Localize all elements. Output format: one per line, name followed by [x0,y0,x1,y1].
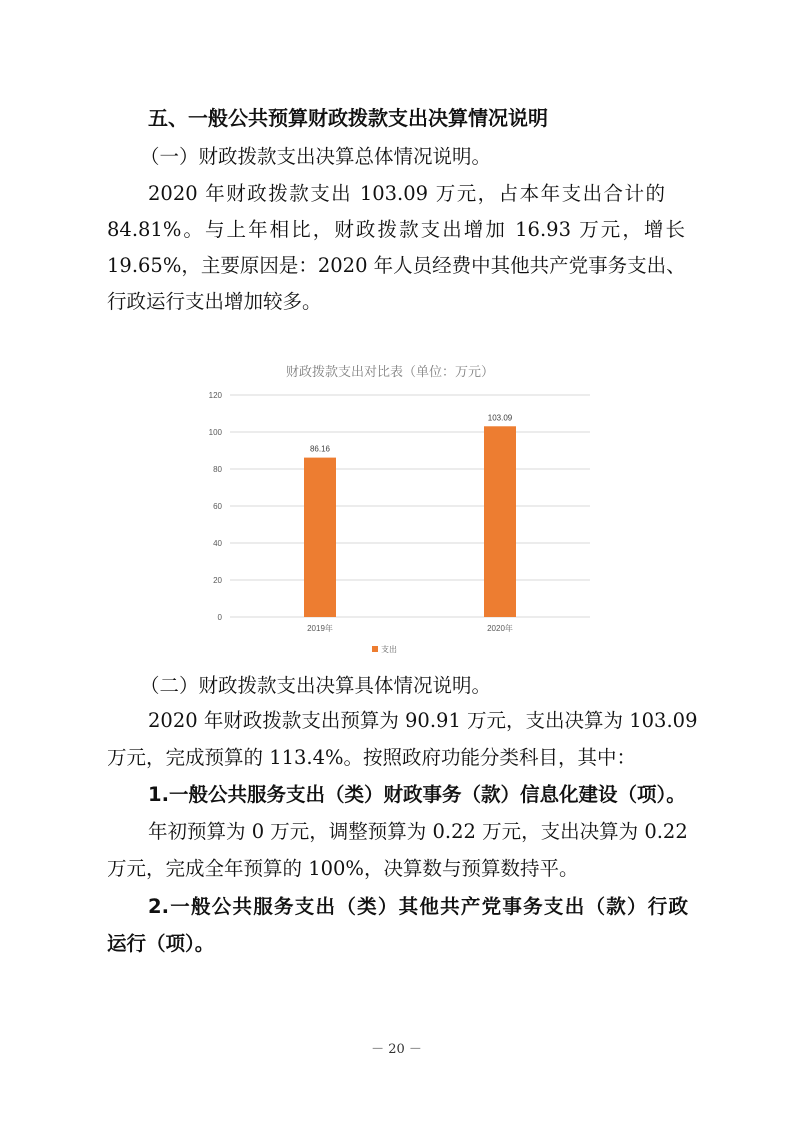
subsection-title-1: （一）财政拨款支出决算总体情况说明。 [140,145,492,168]
y-tick-label: 20 [213,576,222,585]
chart-title: 财政拨款支出对比表（单位：万元） [285,364,495,379]
bar [304,458,336,617]
legend-swatch [372,646,378,652]
x-tick-label: 2019年 [307,624,333,633]
item2-title-line1: 2.一般公共服务支出（类）其他共产党事务支出（款）行政 [148,895,688,918]
bar-data-label: 86.16 [309,444,331,454]
y-tick-label: 40 [213,539,222,548]
chart-bars [304,413,516,617]
para1-line3: 19.65%，主要原因是：2020 年人员经费中其他共产党事务支出、 [107,254,686,277]
item1-line2: 万元，完成全年预算的 100%，决算数与预算数持平。 [107,857,579,880]
legend-label: 支出 [381,645,397,654]
item2-title-line2: 运行（项）。 [107,932,215,955]
bar [484,426,516,617]
y-tick-label: 120 [208,391,222,400]
y-axis-ticks [209,391,223,622]
section-heading: 五、一般公共预算财政拨款支出决算情况说明 [148,106,548,130]
subsection-title-2: （二）财政拨款支出决算具体情况说明。 [140,674,492,697]
para2-line1: 2020 年财政拨款支出预算为 90.91 万元，支出决算为 103.09 [148,709,698,732]
para2-line2: 万元，完成预算的 113.4%。按照政府功能分类科目，其中： [107,746,637,769]
y-tick-label: 0 [217,613,222,622]
bar-data-label: 103.09 [487,413,513,423]
para1-line2: 84.81%。与上年相比，财政拨款支出增加 16.93 万元，增长 [107,218,685,241]
y-tick-label: 80 [213,465,222,474]
item1-title: 1.一般公共服务支出（类）财政事务（款）信息化建设（项）。 [148,783,686,806]
chart-legend [372,644,397,654]
x-tick-label: 2020年 [487,624,513,633]
para1-line1: 2020 年财政拨款支出 103.09 万元，占本年支出合计的 [148,182,665,205]
para1-line4: 行政运行支出增加较多。 [107,290,322,313]
chart-gridlines [230,395,590,580]
item1-line1: 年初预算为 0 万元，调整预算为 0.22 万元，支出决算为 0.22 [148,820,688,843]
x-axis-labels [307,623,513,633]
expenditure-bar-chart [190,352,605,667]
y-tick-label: 100 [208,428,222,437]
y-tick-label: 60 [213,502,222,511]
page-number: － 20 － [371,1042,422,1057]
